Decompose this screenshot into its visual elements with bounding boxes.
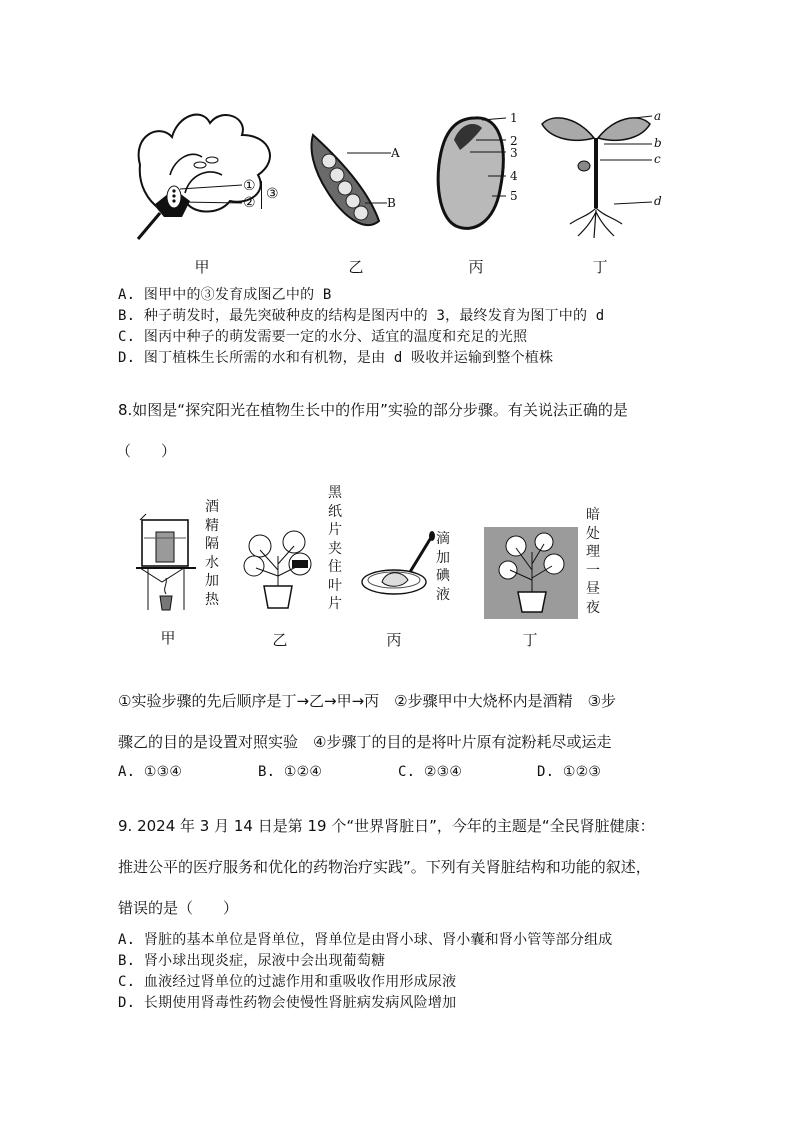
label-b: b <box>654 136 662 150</box>
label-bing-3: 3 <box>510 146 518 160</box>
text-alcohol-heating: 酒精隔水加热 <box>205 499 219 608</box>
label-bing-4: 4 <box>510 169 518 183</box>
q9-stem-line-1: 9. 2024 年 3 月 14 日是第 19 个“世界肾脏日”，今年的主题是“全民肾脏健康： <box>118 817 655 835</box>
plant-black-paper-figure <box>238 520 328 612</box>
q8-option-a: A. ①③④ <box>118 764 183 780</box>
text-black-paper: 黑纸片夹住叶片 <box>328 485 342 612</box>
pod-figure <box>305 125 415 235</box>
q9-option-b: B. 肾小球出现炎症，尿液中会出现葡萄糖 <box>118 953 386 969</box>
label-c: c <box>654 152 661 166</box>
iodine-dish-figure <box>360 530 440 602</box>
q8-option-c: C. ②③④ <box>398 764 463 780</box>
seed-figure <box>430 110 520 240</box>
q8-caption-bing: 丙 <box>386 631 402 649</box>
q8-stem: 8.如图是“探究阳光在植物生长中的作用”实验的部分步骤。有关说法正确的是 <box>118 401 628 419</box>
label-bing-2: 2 <box>510 134 518 148</box>
q9-option-d: D. 长期使用肾毒性药物会使慢性肾脏病发病风险增加 <box>118 995 457 1011</box>
q9-stem-line-2: 推进公平的医疗服务和优化的药物治疗实践”。下列有关肾脏结构和功能的叙述， <box>118 858 651 876</box>
q9-stem-line-3: 错误的是（ ） <box>118 899 239 917</box>
caption-jia: 甲 <box>194 258 210 276</box>
q8-caption-jia: 甲 <box>160 629 176 647</box>
label-bing-5: 5 <box>510 189 518 203</box>
text-dark-treatment: 暗处理一昼夜 <box>586 507 600 616</box>
text-iodine: 滴加碘液 <box>436 531 450 603</box>
label-B: B <box>387 196 396 210</box>
label-1: ① <box>243 178 256 194</box>
q7-option-c: C. 图丙中种子的萌发需要一定的水分、适宜的温度和充足的光照 <box>118 329 528 345</box>
label-a: a <box>654 109 662 123</box>
q8-bracket: （ ） <box>116 442 177 460</box>
bracket-mark <box>261 181 262 209</box>
q7-option-a: A. 图甲中的③发育成图乙中的 B <box>118 287 332 303</box>
label-3: ③ <box>266 186 279 202</box>
flower-section-figure <box>130 105 290 245</box>
seedling-figure <box>538 108 658 248</box>
q8-option-d: D. ①②③ <box>537 764 602 780</box>
alcohol-heating-figure <box>132 510 200 614</box>
q8-statement-line-2: 骤乙的目的是设置对照实验 ④步骤丁的目的是将叶片原有淀粉耗尽或运走 <box>118 733 612 751</box>
plant-dark-figure <box>494 530 574 616</box>
q7-option-b: B. 种子萌发时，最先突破种皮的结构是图丙中的 3，最终发育为图丁中的 d <box>118 308 605 324</box>
label-A: A <box>391 146 400 160</box>
q8-caption-ding: 丁 <box>522 631 538 649</box>
caption-yi: 乙 <box>348 258 364 276</box>
label-2: ② <box>243 195 256 211</box>
q8-statement-line-1: ①实验步骤的先后顺序是丁→乙→甲→丙 ②步骤甲中大烧杯内是酒精 ③步 <box>118 692 617 710</box>
q9-option-a: A. 肾脏的基本单位是肾单位，肾单位是由肾小球、肾小囊和肾小管等部分组成 <box>118 932 613 948</box>
q7-option-d: D. 图丁植株生长所需的水和有机物，是由 d 吸收并运输到整个植株 <box>118 350 554 366</box>
caption-bing: 丙 <box>468 258 484 276</box>
label-bing-1: 1 <box>510 111 518 125</box>
label-d: d <box>654 194 662 208</box>
q9-option-c: C. 血液经过肾单位的过滤作用和重吸收作用形成尿液 <box>118 974 457 990</box>
q8-caption-yi: 乙 <box>272 631 288 649</box>
caption-ding: 丁 <box>592 258 608 276</box>
q8-option-b: B. ①②④ <box>258 764 323 780</box>
